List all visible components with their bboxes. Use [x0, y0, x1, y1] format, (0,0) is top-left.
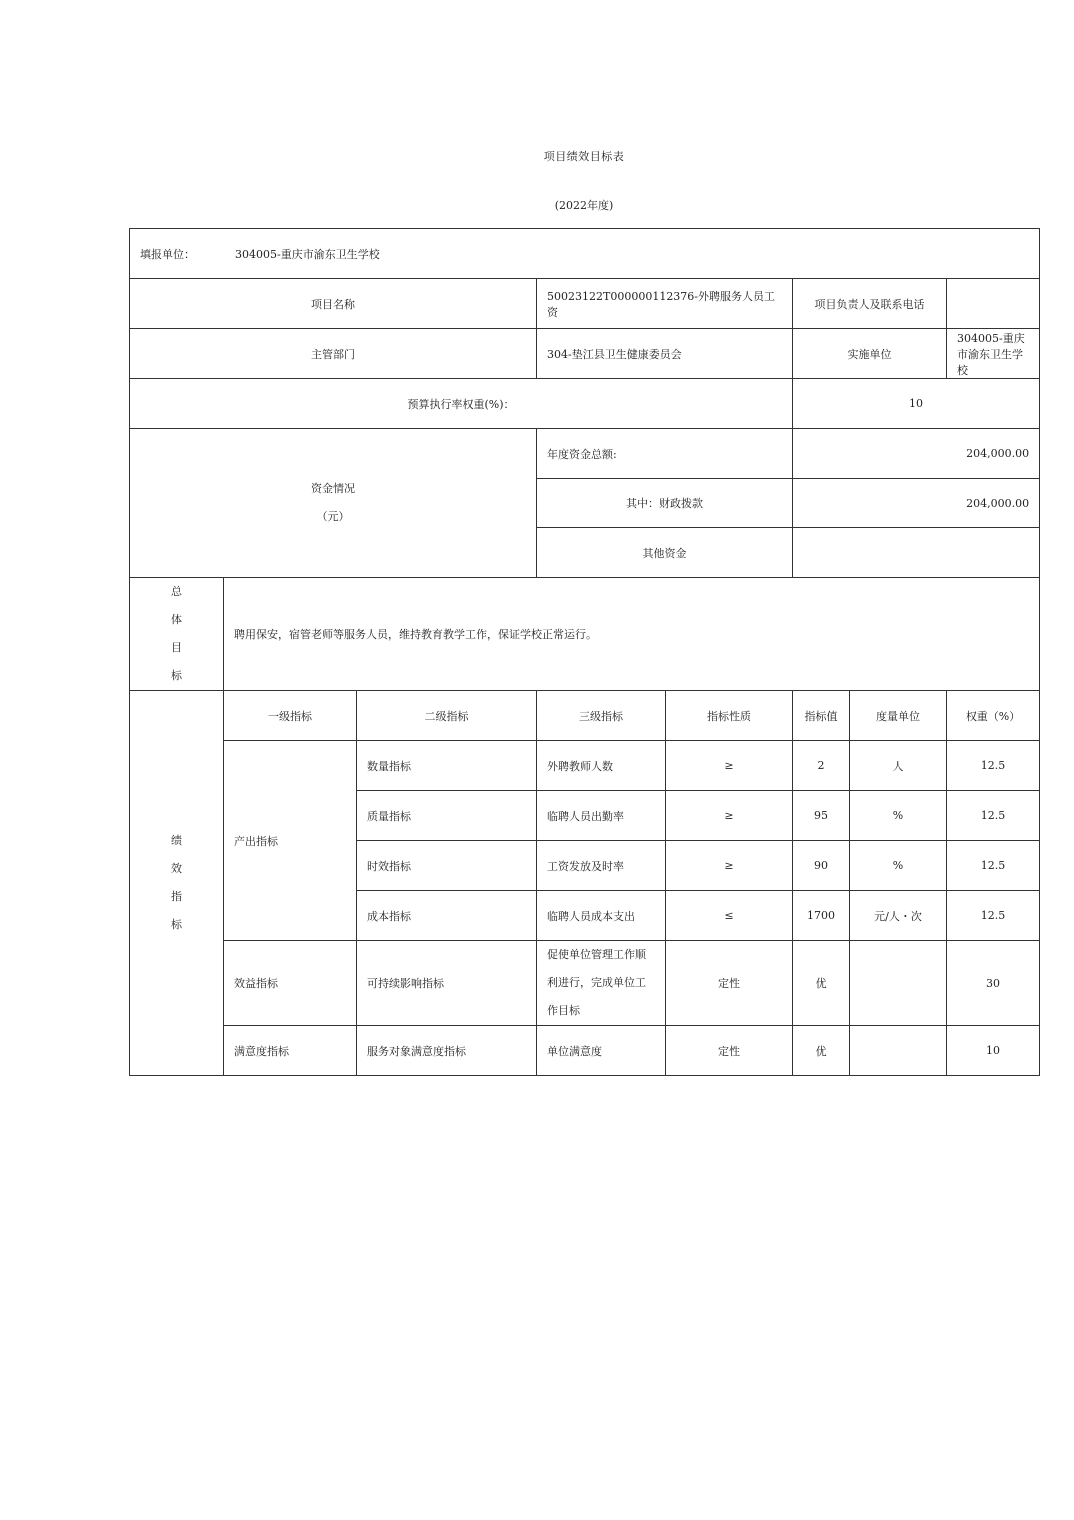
row-value: 1700	[793, 891, 850, 941]
row-unit: %	[850, 841, 947, 891]
indicators-label-char: 绩	[171, 834, 182, 847]
row-l3: 临聘人员出勤率	[537, 791, 666, 841]
row-weight: 12.5	[947, 741, 1040, 791]
header-l3: 三级指标	[537, 691, 666, 741]
row-l2: 成本指标	[357, 891, 537, 941]
benefit-row	[130, 941, 1040, 1026]
contact-value	[947, 279, 1040, 329]
indicators-label-char: 效	[171, 862, 182, 875]
row-nature: ≤	[666, 891, 793, 941]
row-unit: 人	[850, 741, 947, 791]
goal-label-char: 目	[171, 641, 182, 654]
row-unit: %	[850, 791, 947, 841]
header-unit: 度量单位	[850, 691, 947, 741]
goal-text: 聘用保安，宿管老师等服务人员，维持教育教学工作，保证学校正常运行。	[224, 578, 1040, 691]
funds-total-value: 204,000.00	[793, 429, 1040, 479]
funds-fiscal-label: 其中：财政拨款	[537, 479, 793, 528]
benefit-weight: 30	[947, 941, 1040, 1026]
indicators-label	[130, 691, 224, 1076]
satisfaction-nature: 定性	[666, 1026, 793, 1076]
goal-label	[130, 578, 224, 691]
dept-row	[130, 329, 1040, 379]
benefit-l2: 可持续影响指标	[357, 941, 537, 1026]
contact-label: 项目负责人及联系电话	[793, 279, 947, 329]
goal-label-char: 标	[171, 669, 182, 682]
header-value: 指标值	[793, 691, 850, 741]
project-name-row	[130, 279, 1040, 329]
satisfaction-unit	[850, 1026, 947, 1076]
doc-title: 项目绩效目标表	[543, 150, 625, 163]
unit-row	[130, 229, 1040, 279]
benefit-nature: 定性	[666, 941, 793, 1026]
performance-table	[129, 228, 1040, 1076]
goal-label-char: 总	[171, 585, 182, 598]
satisfaction-l3: 单位满意度	[537, 1026, 666, 1076]
satisfaction-l2: 服务对象满意度指标	[357, 1026, 537, 1076]
row-unit: 元/人・次	[850, 891, 947, 941]
funds-other-label: 其他资金	[537, 528, 793, 578]
row-value: 95	[793, 791, 850, 841]
project-name-label: 项目名称	[130, 279, 537, 329]
satisfaction-l1: 满意度指标	[224, 1026, 357, 1076]
funds-label	[130, 429, 537, 578]
budget-weight-label: 预算执行率权重(%)：	[130, 379, 793, 429]
satisfaction-row	[130, 1026, 1040, 1076]
funds-total-row	[130, 429, 1040, 479]
row-l2: 时效指标	[357, 841, 537, 891]
row-l2: 数量指标	[357, 741, 537, 791]
budget-weight-value: 10	[793, 379, 1040, 429]
benefit-l1: 效益指标	[224, 941, 357, 1026]
row-l3: 外聘教师人数	[537, 741, 666, 791]
budget-weight-row	[130, 379, 1040, 429]
satisfaction-weight: 10	[947, 1026, 1040, 1076]
header-l2: 二级指标	[357, 691, 537, 741]
funds-label-line1: 资金情况	[311, 482, 355, 495]
dept-value: 304-垫江县卫生健康委员会	[537, 329, 793, 379]
dept-label: 主管部门	[130, 329, 537, 379]
benefit-value: 优	[793, 941, 850, 1026]
project-name-value: 50023122T000000112376-外聘服务人员工资	[537, 279, 793, 329]
benefit-unit	[850, 941, 947, 1026]
benefit-l3: 促使单位管理工作顺利进行，完成单位工作目标	[537, 941, 666, 1026]
header-nature: 指标性质	[666, 691, 793, 741]
doc-year: (2022年度)	[554, 199, 614, 212]
unit-cell	[130, 229, 1040, 279]
row-l3: 工资发放及时率	[537, 841, 666, 891]
indicators-label-char: 指	[171, 890, 182, 903]
header-l1: 一级指标	[224, 691, 357, 741]
row-weight: 12.5	[947, 891, 1040, 941]
row-weight: 12.5	[947, 841, 1040, 891]
indicator-header-row	[130, 691, 1040, 741]
header-weight: 权重（%）	[947, 691, 1040, 741]
output-label: 产出指标	[224, 741, 357, 941]
funds-total-label: 年度资金总额:	[537, 429, 793, 479]
row-l2: 质量指标	[357, 791, 537, 841]
row-l3: 临聘人员成本支出	[537, 891, 666, 941]
funds-fiscal-value: 204,000.00	[793, 479, 1040, 528]
row-weight: 12.5	[947, 791, 1040, 841]
funds-other-value	[793, 528, 1040, 578]
row-value: 90	[793, 841, 850, 891]
satisfaction-value: 优	[793, 1026, 850, 1076]
indicators-label-char: 标	[171, 918, 182, 931]
row-nature: ≥	[666, 741, 793, 791]
row-nature: ≥	[666, 841, 793, 891]
funds-label-line2: （元）	[316, 510, 350, 523]
unit-label: 填报单位：	[140, 247, 195, 261]
unit-value: 304005-重庆市渝东卫生学校	[235, 247, 380, 261]
impl-value: 304005-重庆市渝东卫生学校	[947, 329, 1040, 379]
table-row	[130, 741, 1040, 791]
row-value: 2	[793, 741, 850, 791]
row-nature: ≥	[666, 791, 793, 841]
impl-label: 实施单位	[793, 329, 947, 379]
goal-label-char: 体	[171, 613, 182, 626]
goal-row	[130, 578, 1040, 691]
